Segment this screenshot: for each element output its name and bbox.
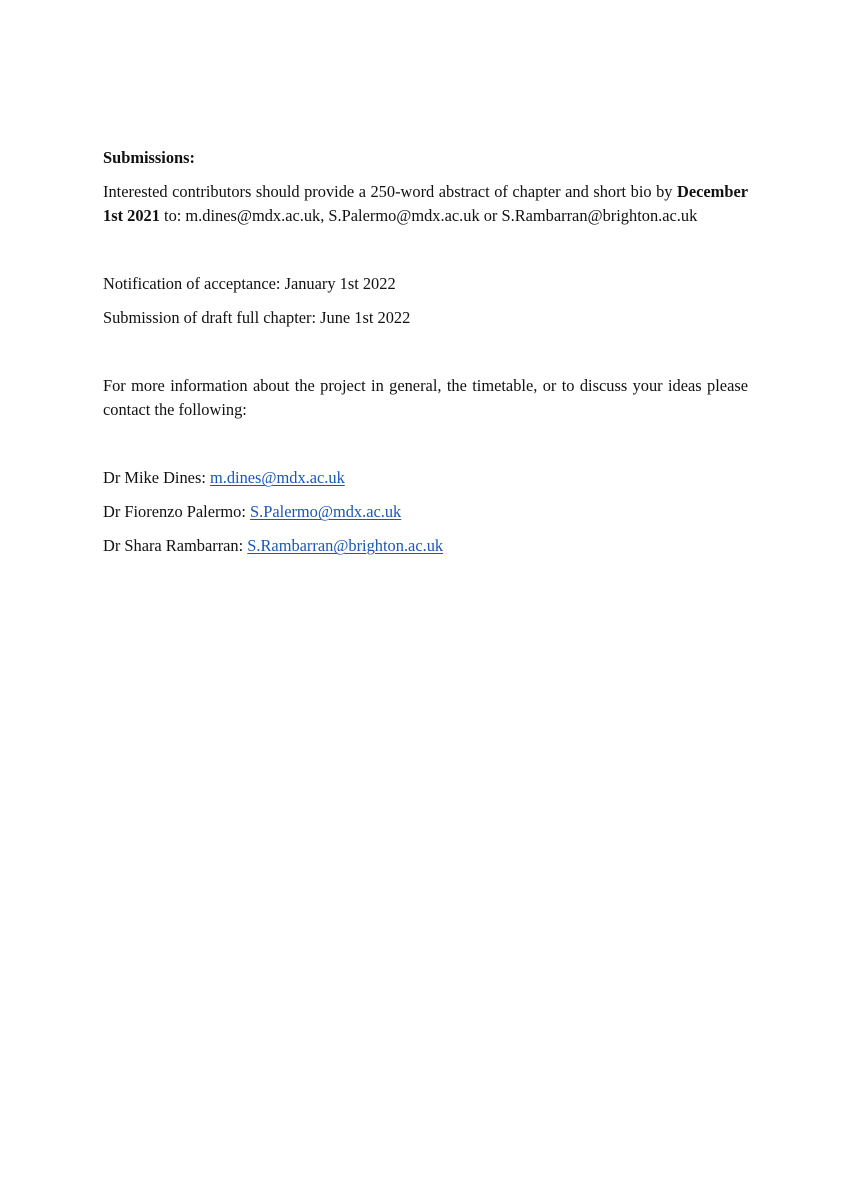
- submissions-text-end: to: m.dines@mdx.ac.uk, S.Palermo@mdx.ac.uk or S.Rambarran@brighton.ac.uk: [159, 206, 698, 225]
- spacer: [103, 422, 748, 466]
- contact-mike-dines: [103, 466, 748, 490]
- contact-name: Dr Fiorenzo Palermo:: [103, 502, 251, 521]
- contact-shara-rambarran: [103, 534, 748, 558]
- info-paragraph: For more information about the project in general, the timetable, or to discuss your ideas please contact the following:: [103, 376, 748, 419]
- contact-name: Dr Shara Rambarran:: [103, 536, 248, 555]
- contact-fiorenzo-palermo: [103, 500, 748, 524]
- submissions-paragraph: [103, 180, 748, 228]
- spacer: [103, 524, 748, 534]
- email-link-mike-dines[interactable]: m.dines@mdx.ac.uk: [209, 468, 345, 487]
- spacer: [103, 330, 748, 374]
- email-link-shara-rambarran[interactable]: S.Rambarran@brighton.ac.uk: [247, 536, 444, 555]
- document-content: [103, 146, 748, 558]
- contact-name: Dr Mike Dines:: [103, 468, 210, 487]
- submissions-text-start: Interested contributors should provide a 250-word abstract of chapter and short bio by: [103, 182, 678, 201]
- acceptance-date: Notification of acceptance: January 1st 2022: [103, 274, 396, 293]
- draft-date: Submission of draft full chapter: June 1st 2022: [103, 308, 411, 327]
- email-link-fiorenzo-palermo[interactable]: S.Palermo@mdx.ac.uk: [250, 502, 402, 521]
- spacer: [103, 490, 748, 500]
- spacer: [103, 228, 748, 272]
- submission-deadline: December 1st 2021: [103, 182, 748, 225]
- submissions-heading: Submissions:: [103, 148, 196, 167]
- spacer: [103, 296, 748, 306]
